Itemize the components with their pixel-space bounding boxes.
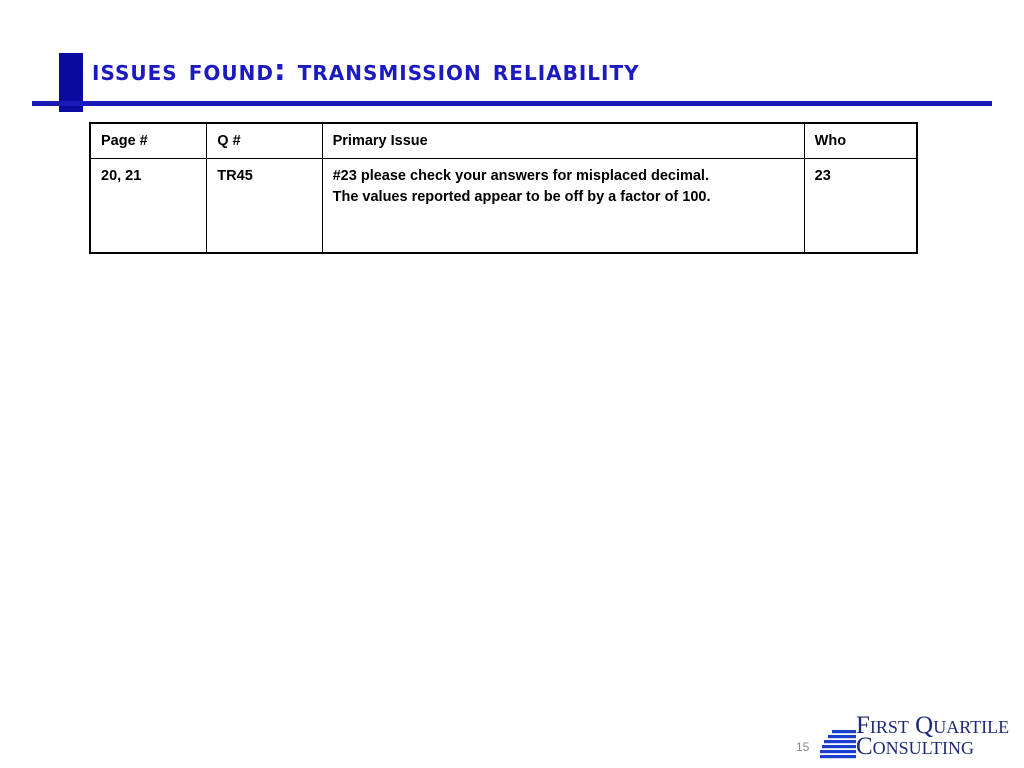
header-page-number: Page # [90,123,207,159]
header-who: Who [804,123,917,159]
issues-table [89,122,918,254]
header-question-number: Q # [207,123,322,159]
table-header [90,123,917,159]
cell-primary-issue [322,159,804,254]
issue-text-line: #23 please check your answers for misplaced decimal. [332,168,709,184]
issue-text-line: The values reported appear to be off by a factor of 100. [332,189,711,205]
slide-title: issues found: transmission reliability [92,53,640,87]
table-row [90,159,917,254]
cell-who: 23 [804,159,917,254]
logo-text-line1: First Quartile [856,712,1010,739]
company-logo [820,712,1020,762]
table-body [90,159,917,254]
logo-text-line2: Consulting [856,733,975,760]
title-underline-rule [32,101,992,106]
cell-page-number: 20, 21 [90,159,207,254]
table-header-row [90,123,917,159]
header-primary-issue: Primary Issue [322,123,804,159]
cell-question-number: TR45 [207,159,322,254]
page-number: 15 [796,740,810,754]
